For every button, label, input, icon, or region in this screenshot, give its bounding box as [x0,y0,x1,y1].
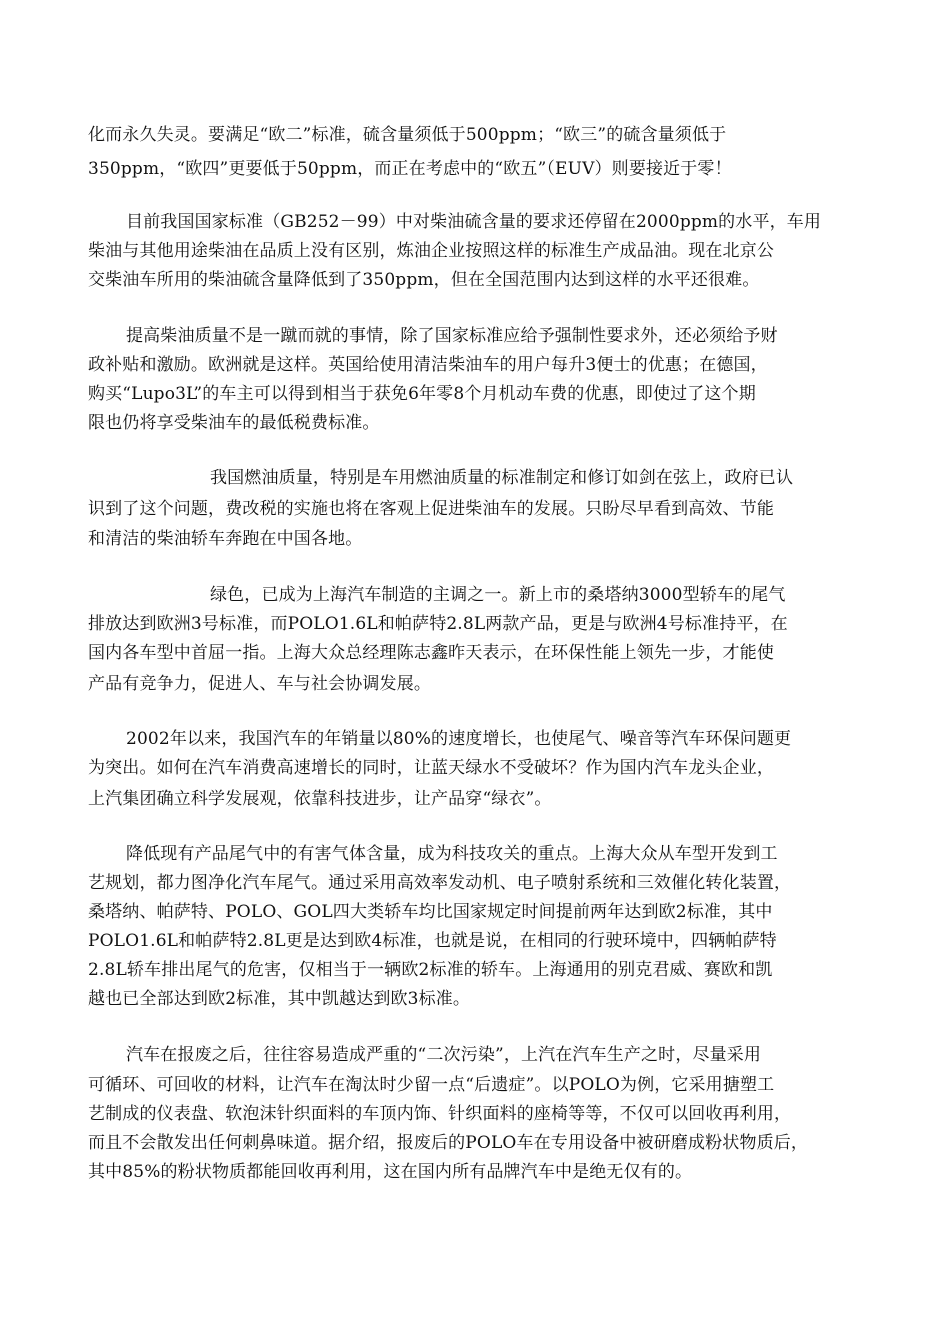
text-line: 降低现有产品尾气中的有害气体含量，成为科技攻关的重点。上海大众从车型开发到工 [126,844,778,864]
text-line: 和清洁的柴油轿车奔跑在中国各地。 [88,529,363,549]
text-line: 政补贴和激励。欧洲就是这样。英国给使用清洁柴油车的用户每升3便士的优惠；在德国， [88,355,768,375]
text-line: 柴油与其他用途柴油在品质上没有区别，炼油企业按照这样的标准生产成品油。现在北京公 [88,241,774,261]
text-line: 限也仍将享受柴油车的最低税费标准。 [88,413,380,433]
text-line: 提高柴油质量不是一蹴而就的事情，除了国家标准应给予强制性要求外，还必须给予财 [126,326,778,346]
text-line: 艺规划，都力图净化汽车尾气。通过采用高效率发动机、电子喷射系统和三效催化转化装置， [88,873,792,893]
text-line: 汽车在报废之后，往往容易造成严重的“二次污染”，上汽在汽车生产之时，尽量采用 [126,1045,762,1065]
text-line: 为突出。如何在汽车消费高速增长的同时，让蓝天绿水不受破坏？作为国内汽车龙头企业， [88,758,774,778]
text-line: 2002年以来，我国汽车的年销量以80%的速度增长，也使尾气、噪音等汽车环保问题更 [126,729,792,749]
text-line: 交柴油车所用的柴油硫含量降低到了350ppm，但在全国范围内达到这样的水平还很难。 [88,270,760,290]
text-line: 目前我国国家标准（GB252－99）中对柴油硫含量的要求还停留在2000ppm的水平，车用 [126,212,822,232]
text-line: 2.8L轿车排出尾气的危害，仅相当于一辆欧2标准的轿车。上海通用的别克君威、赛欧和凯 [88,960,773,980]
text-line: POLO1.6L和帕萨特2.8L更是达到欧4标准，也就是说，在相同的行驶环境中，四辆帕萨特 [88,931,777,951]
text-line: 350ppm，“欧四”更要低于50ppm，而正在考虑中的“欧五”（EUV）则要接近于零！ [88,159,732,179]
text-line: 而且不会散发出任何刺鼻味道。据介绍，报废后的POLO车在专用设备中被研磨成粉状物质后， [88,1133,809,1153]
text-line: 可循环、可回收的材料，让汽车在淘汰时少留一点“后遗症”。以POLO为例，它采用搪塑工 [88,1075,775,1095]
text-line: 购买“Lupo3L”的车主可以得到相当于获免6年零8个月机动车费的优惠，即使过了这个期 [88,384,756,404]
text-line: 化而永久失灵。要满足“欧二”标准，硫含量须低于500ppm；“欧三”的硫含量须低于 [88,125,727,145]
text-line: 产品有竞争力，促进人、车与社会协调发展。 [88,674,431,694]
text-line: 识到了这个问题，费改税的实施也将在客观上促进柴油车的发展。只盼尽早看到高效、节能 [88,499,774,519]
text-line: 排放达到欧洲3号标准，而POLO1.6L和帕萨特2.8L两款产品，更是与欧洲4号标准持平，在 [88,614,788,634]
text-line: 越也已全部达到欧2标准，其中凯越达到欧3标准。 [88,989,471,1009]
text-line: 我国燃油质量，特别是车用燃油质量的标准制定和修订如剑在弦上，政府已认 [210,468,794,488]
text-line: 国内各车型中首屈一指。上海大众总经理陈志鑫昨天表示，在环保性能上领先一步，才能使 [88,643,774,663]
text-line: 其中85%的粉状物质都能回收再利用，这在国内所有品牌汽车中是绝无仅有的。 [88,1162,693,1182]
text-line: 上汽集团确立科学发展观，依靠科技进步，让产品穿“绿衣”。 [88,789,552,809]
text-line: 桑塔纳、帕萨特、POLO、GOL四大类轿车均比国家规定时间提前两年达到欧2标准，其中 [88,902,773,922]
text-line: 艺制成的仪表盘、软泡沫针织面料的车顶内饰、针织面料的座椅等等，不仅可以回收再利用， [88,1104,792,1124]
text-line: 绿色，已成为上海汽车制造的主调之一。新上市的桑塔纳3000型轿车的尾气 [210,585,786,605]
